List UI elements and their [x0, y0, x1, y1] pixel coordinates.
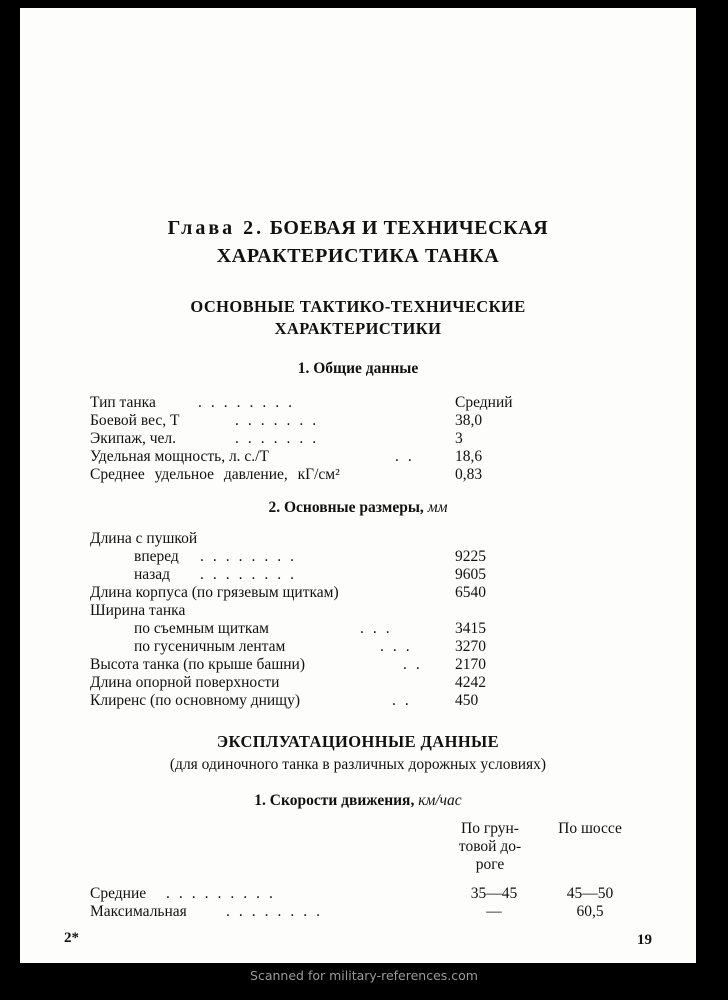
general-row-value: 3 — [455, 430, 463, 447]
leader-dots: ... — [360, 620, 399, 637]
speed-highway-value: 60,5 — [576, 903, 604, 920]
tactical-heading-line1: ОСНОВНЫЕ ТАКТИКО-ТЕХНИЧЕСКИЕ — [190, 297, 526, 316]
speed-highway-value: 45—50 — [566, 885, 614, 902]
column-header-dirt-line1: По грун- — [461, 820, 519, 837]
chapter-title — [20, 214, 696, 270]
dims-row-label: Длина опорной поверхности — [90, 674, 280, 691]
dims-row — [90, 692, 670, 710]
general-row-label: Удельная мощность, л. с./T — [90, 448, 269, 465]
general-row — [90, 448, 670, 466]
dims-row-label: Длина корпуса (по грязевым щиткам) — [90, 584, 339, 601]
dims-row-label: Клиренс (по основному днищу) — [90, 692, 301, 709]
general-row-label: Боевой вес, T — [90, 412, 180, 429]
column-header-dirt-road — [440, 820, 540, 874]
speed-row-label: Максимальная — [90, 903, 187, 920]
speed-title — [20, 792, 696, 810]
dims-row-value: 3270 — [455, 638, 486, 655]
dims-row-label: Длина с пушкой — [90, 530, 198, 547]
chapter-prefix: Глава 2. — [167, 217, 265, 239]
speed-title-text: 1. Скорости движения, — [254, 792, 415, 809]
dims-row — [90, 620, 670, 638]
general-data-title: 1. Общие данные — [297, 360, 419, 377]
leader-dots: ........ — [198, 394, 301, 411]
dims-row-value: 9225 — [455, 548, 486, 565]
book-page — [20, 8, 696, 963]
dims-row-label: по съемным щиткам — [134, 620, 269, 637]
leader-dots: ........ — [200, 566, 303, 583]
leader-dots: ......... — [166, 885, 282, 902]
dims-row-label: назад — [134, 566, 171, 583]
dims-row-label: Ширина танка — [90, 602, 186, 619]
leader-dots: ........ — [226, 903, 329, 920]
leader-dots: .. — [403, 656, 429, 673]
speed-unit: км/час — [418, 792, 462, 809]
dims-title — [20, 499, 696, 517]
dims-row — [90, 602, 670, 620]
dims-row — [90, 674, 670, 692]
general-row-value: Средний — [455, 394, 513, 411]
leader-dots: ....... — [235, 412, 326, 429]
general-row-value: 0,83 — [455, 466, 483, 483]
dims-row-value: 4242 — [455, 674, 486, 691]
dims-row — [90, 566, 670, 584]
tactical-heading — [20, 296, 696, 340]
general-row — [90, 466, 670, 484]
scan-credit: Scanned for military-references.com — [250, 968, 478, 983]
dims-row-value: 3415 — [455, 620, 486, 637]
leader-dots: .. — [392, 692, 418, 709]
leader-dots: .. — [395, 448, 421, 465]
dims-row-label: по гусеничным лентам — [134, 638, 286, 655]
column-header-dirt-line3: роге — [475, 856, 505, 873]
column-header-dirt-line2: товой до- — [458, 838, 522, 855]
speed-row-label: Средние — [90, 885, 147, 902]
page-number: 19 — [637, 932, 652, 948]
column-header-highway: По шоссе — [558, 820, 622, 837]
operational-subheading: (для одиночного танка в различных дорожных условиях) — [169, 756, 547, 773]
dims-title-text: 2. Основные размеры, — [268, 499, 424, 516]
operational-heading: ЭКСПЛУАТАЦИОННЫЕ ДАННЫЕ — [216, 732, 500, 751]
general-row — [90, 430, 670, 448]
general-row — [90, 394, 670, 412]
leader-dots: ... — [380, 638, 419, 655]
dims-row — [90, 530, 670, 548]
chapter-title-line2: ХАРАКТЕРИСТИКА ТАНКА — [216, 245, 500, 267]
signature-mark: 2* — [64, 930, 79, 946]
dims-row-value: 9605 — [455, 566, 486, 583]
chapter-title-line1: БОЕВАЯ И ТЕХНИЧЕСКАЯ — [269, 217, 549, 239]
dims-row-value: 2170 — [455, 656, 486, 673]
speed-dirt-value: — — [486, 903, 502, 920]
general-row-label: Тип танка — [90, 394, 156, 411]
dims-row — [90, 548, 670, 566]
general-row-label: Среднее удельное давление, кГ/см² — [90, 466, 340, 483]
general-row-value: 18,6 — [455, 448, 483, 465]
leader-dots: ........ — [200, 548, 303, 565]
dims-row-value: 450 — [455, 692, 479, 709]
dims-row — [90, 656, 670, 674]
general-row — [90, 412, 670, 430]
tactical-heading-line2: ХАРАКТЕРИСТИКИ — [274, 319, 442, 338]
dims-row-value: 6540 — [455, 584, 486, 601]
speed-dirt-value: 35—45 — [470, 885, 518, 902]
general-row-label: Экипаж, чел. — [90, 430, 176, 447]
dims-row — [90, 638, 670, 656]
dims-row-label: Высота танка (по крыше башни) — [90, 656, 306, 673]
general-row-value: 38,0 — [455, 412, 483, 429]
dims-row-label: вперед — [134, 548, 179, 565]
dims-unit: мм — [427, 499, 448, 516]
dims-row — [90, 584, 670, 602]
leader-dots: ....... — [235, 430, 326, 447]
